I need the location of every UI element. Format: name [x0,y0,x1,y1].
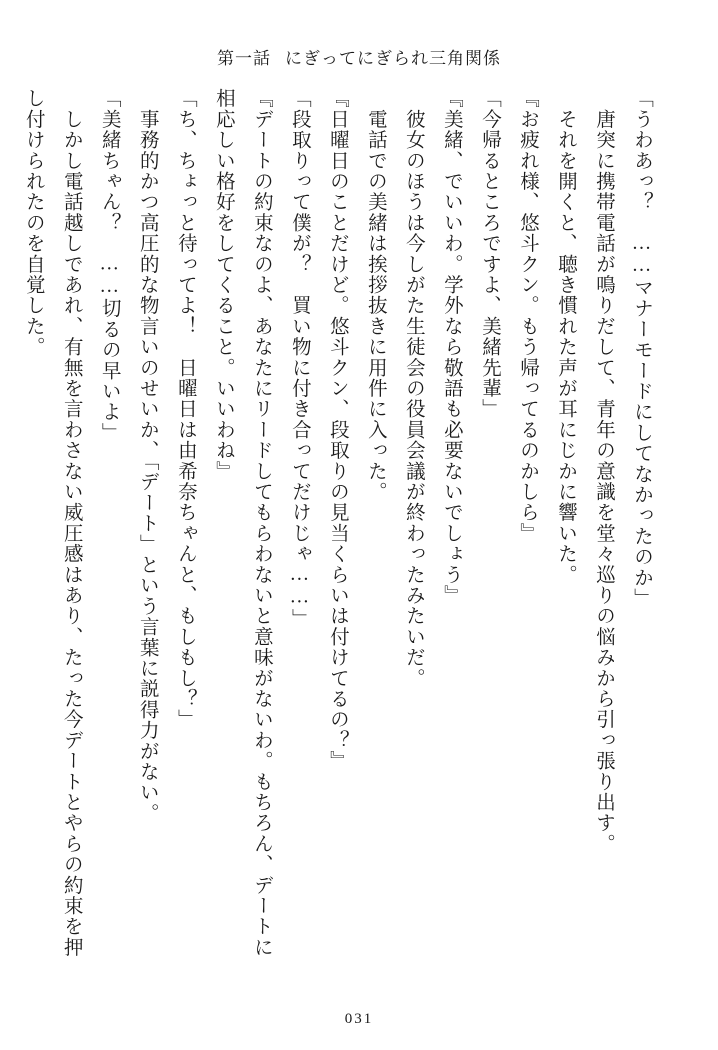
body-paragraph: 彼女のほうは今しがた生徒会の役員会議が終わったみたいだ。 [402,88,424,689]
body-paragraph: 電話での美緒は挨拶抜きに用件に入った。 [364,88,386,502]
body-paragraph: 事務的かつ高圧的な物言いのせいか、「デート」という言葉に説得力がない。 [136,88,158,824]
chapter-number: 第一話 [217,49,271,68]
body-paragraph: 『日曜日のことだけど。悠斗クン、段取りの見当くらいは付けてるの？』 [326,88,348,772]
page-number: 031 [344,1011,374,1027]
body-paragraph: 「うわあっ？ ……マナーモードにしてなかったのか」 [631,88,652,609]
body-paragraph: 唐突に携帯電話が鳴りだして、青年の意識を堂々巡りの悩みから引っ張り出す。 [592,88,614,854]
body-paragraph: 「ち、ちょっと待ってよ！ 日曜日は由希奈ちゃんと、もしもし？」 [174,88,196,730]
body-paragraph: 『お疲れ様、悠斗クン。もう帰ってるのかしら』 [516,88,538,544]
body-paragraph: 『美緒、でいいわ。学外なら敬語も必要ないでしょう』 [440,88,462,606]
body-text [22,88,660,978]
body-paragraph: 「美緒ちゃん？ ……切るの早いよ」 [98,88,120,443]
body-paragraph: 「今帰るところですよ、美緒先輩」 [478,88,500,420]
chapter-title: にぎってにぎられ三角関係 [285,49,501,68]
page-header [0,44,718,69]
body-paragraph: それを開くと、聴き慣れた声が耳にじかに響いた。 [554,88,576,585]
body-paragraph: 「段取りって僕が？ 買い物に付き合ってだけじゃ……」 [288,88,310,630]
body-paragraph: しかし電話越しであれ、有無を言わさない威圧感はあり、たった今デートとやらの約束を押し付けられたのを自覚した。 [22,88,82,958]
body-paragraph: 『デートの約束なのよ、あなたにリードしてもらわないと意味がないわ。もちろん、デートに相応しい格好をしてくること。いいわね』 [212,88,272,958]
